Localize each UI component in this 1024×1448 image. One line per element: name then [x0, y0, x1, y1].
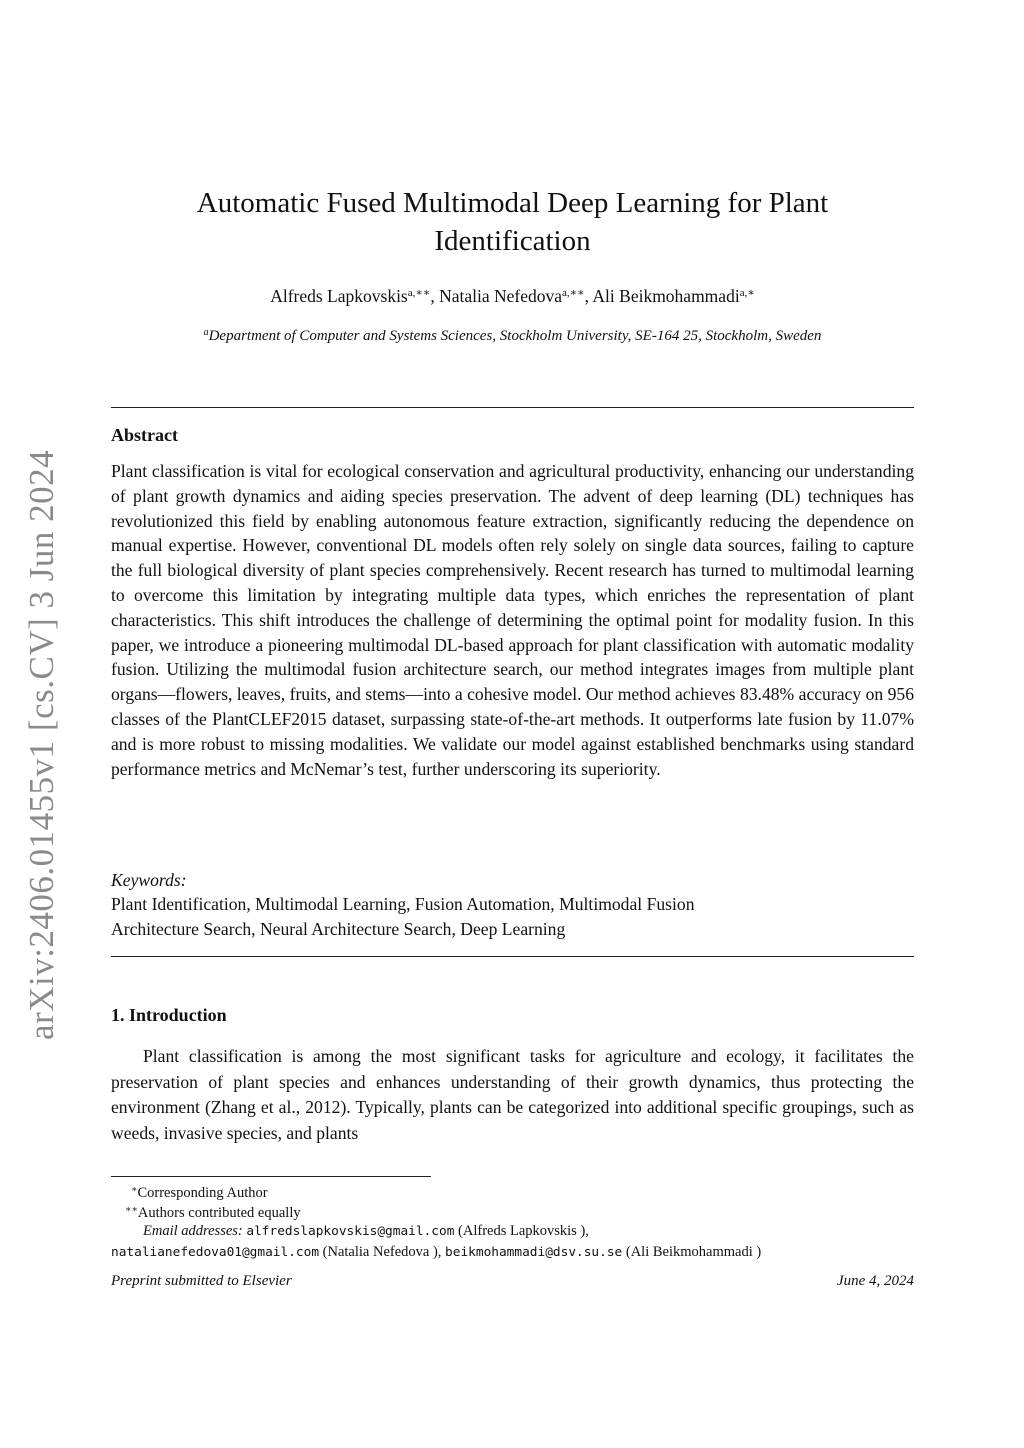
abstract-top-rule	[111, 407, 914, 408]
title-line-2: Identification	[434, 225, 591, 257]
footnote-text: Authors contributed equally	[137, 1205, 301, 1221]
author-mark: a,∗∗	[562, 287, 585, 299]
paper-title	[111, 184, 914, 260]
footnote-emails-line-2	[111, 1242, 914, 1263]
email-owner: (Ali Beikmohammadi )	[622, 1244, 762, 1260]
author-list: Alfreds Lapkovskis$^{a,∗∗}$, Natalia Nefedova$^{a,∗∗}$, Ali Beikmohammadi$^{a,∗}$	[270, 286, 755, 306]
footnote-equal	[111, 1200, 928, 1223]
email-owner: (Natalia Nefedova ),	[319, 1244, 446, 1260]
keywords-list	[111, 892, 871, 942]
email-label: Email addresses:	[143, 1223, 243, 1239]
author-mark: a,∗∗	[407, 287, 431, 299]
abstract-text: Plant classification is vital for ecological conservation and agricultural productivity, enhancing our understanding of plant growth dynamics and aiding species preservation. The advent of deep learning (DL) techniques has revolutionized this field by enabling autonomous feature extraction, significantly reducing the dependence on manual expertise. However, conventional DL models often rely solely on single data sources, failing to capture the full biological diversity of plant species comprehensively. Recent research has turned to multimodal learning to overcome this limitation by integrating multiple data types, which enriches the representation of plant characteristics. This shift introduces the challenge of determining the optimal point for modality fusion. In this paper, we introduce a pioneering multimodal DL-based approach for plant classification with automatic modality fusion. Utilizing the multimodal fusion architecture search, our method integrates images from multiple plant organs—flowers, leaves, fruits, and stems—into a cohesive model. Our method achieves 83.48% accuracy on 956 classes of the PlantCLEF2015 dataset, surpassing state-of-the-art methods. It outperforms late fusion by 11.07% and is more robust to missing modalities. We validate our model against established benchmarks using standard performance metrics and McNemar’s test, further underscoring its superiority.	[111, 461, 914, 779]
email-link[interactable]: beikmohammadi@dsv.su.se	[445, 1245, 623, 1260]
author-name: Ali Beikmohammadi	[592, 286, 740, 306]
email-link[interactable]: alfredslapkovskis@gmail.com	[246, 1224, 455, 1239]
footnote-mark: ∗∗	[125, 1205, 138, 1215]
footer-date: June 4, 2024	[836, 1273, 914, 1289]
abstract-heading: Abstract	[111, 425, 178, 445]
footnote-mark: ∗	[131, 1185, 138, 1195]
author-name: Alfreds Lapkovskis	[270, 286, 408, 306]
arxiv-identifier: arXiv:2406.01455v1 [cs.CV] 3 Jun 2024	[22, 449, 61, 1040]
affiliation	[111, 327, 914, 345]
footnote-text: Corresponding Author	[137, 1185, 268, 1201]
footer-preprint: Preprint submitted to Elsevier	[111, 1273, 292, 1289]
keywords-line-1: Plant Identification, Multimodal Learning, Fusion Automation, Multimodal Fusion	[111, 894, 695, 914]
section-heading-introduction: 1. Introduction	[111, 1005, 227, 1025]
footnote-emails-line-1	[111, 1221, 946, 1242]
footnote-rule	[111, 1176, 431, 1177]
introduction-text: Plant classification is among the most significant tasks for agriculture and ecology, it facilitates the preservation of plant species and enhances understanding of their growth dynamics, thus protecting the environment (Zhang et al., 2012). Typically, plants can be categorized into additional specific groupings, such as weeds, invasive species, and plants	[111, 1046, 914, 1143]
keywords-label: Keywords:	[111, 870, 187, 890]
affiliation-text: Department of Computer and Systems Sciences, Stockholm University, SE-164 25, Stockholm, Sweden	[208, 328, 822, 344]
email-owner: (Alfreds Lapkovskis ),	[454, 1223, 589, 1239]
title-line-1: Automatic Fused Multimodal Deep Learning for Plant	[196, 187, 829, 219]
affiliation-mark: a	[203, 327, 209, 338]
author-mark: a,∗	[739, 287, 755, 299]
keywords-line-2: Architecture Search, Neural Architecture Search, Deep Learning	[111, 919, 566, 939]
author-name: Natalia Nefedova	[439, 286, 563, 306]
abstract-bottom-rule	[111, 956, 914, 957]
email-link[interactable]: natalianefedova01@gmail.com	[111, 1245, 320, 1260]
